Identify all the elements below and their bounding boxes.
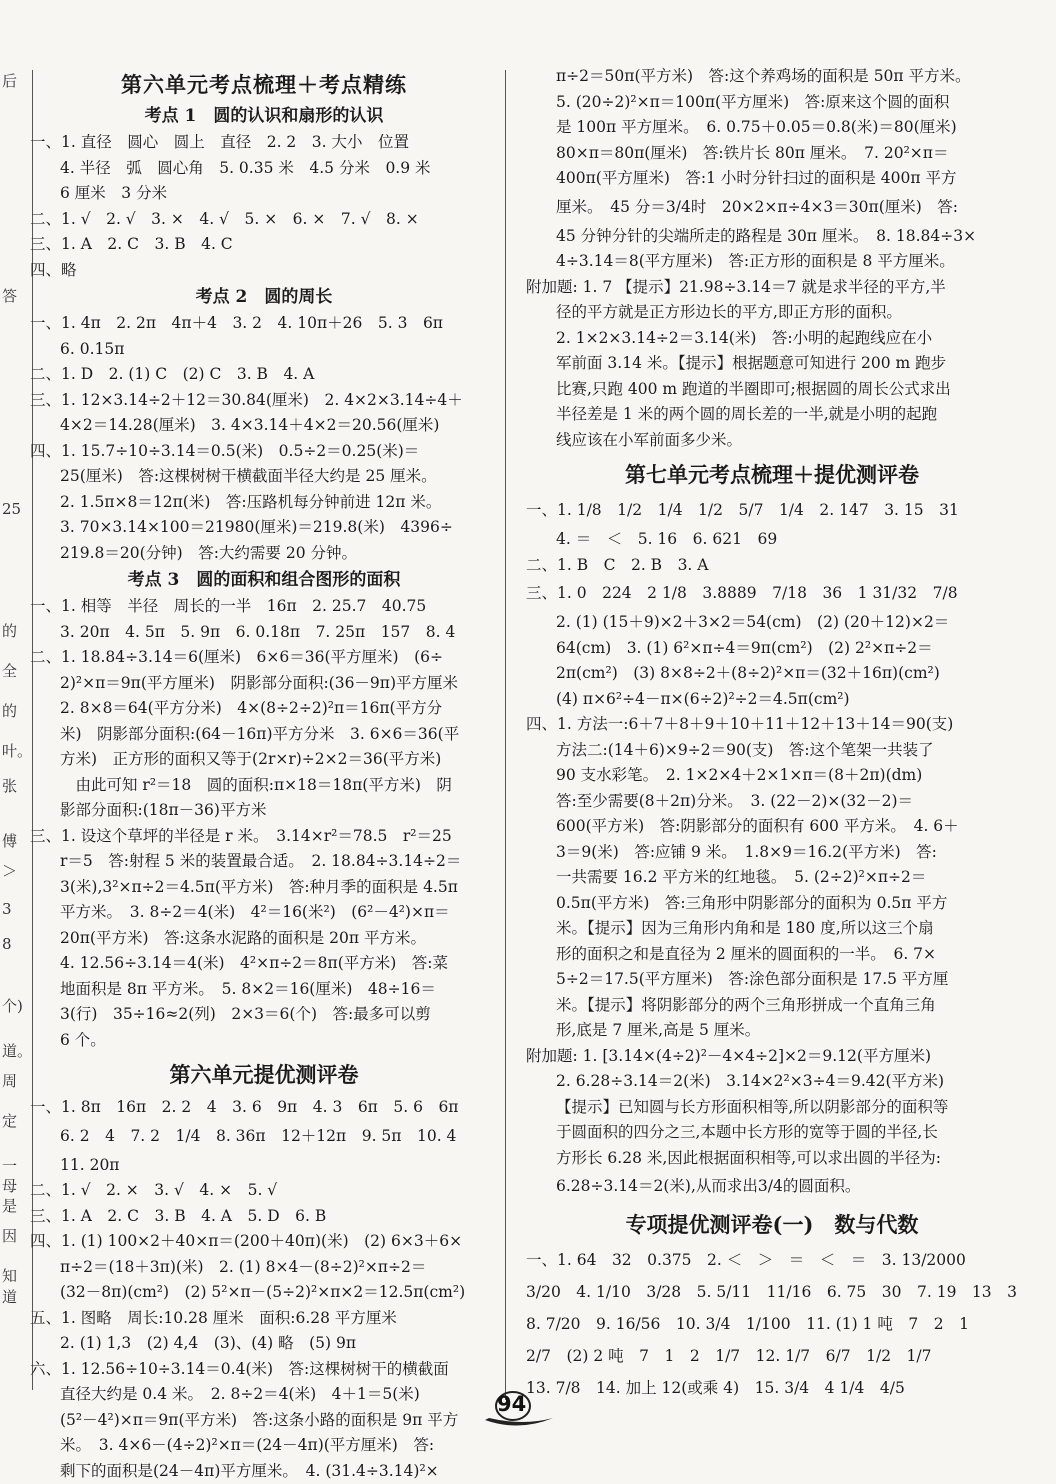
answer-line: 2. 6.28÷3.14＝2(米) 3.14×2²×3÷4＝9.42(平方米): [526, 1069, 1018, 1095]
answer-line: 90 支水彩笔。 2. 1×2×4＋2×1×π＝(8＋2π)(dm): [526, 763, 1018, 789]
left-answer-column: [30, 64, 498, 1484]
answer-line: 13. 7/8 14. 加上 12(或乘 4) 15. 3/4 4 1/4 4/5: [526, 1373, 1018, 1405]
answer-line: 5. (20÷2)²×π＝100π(平方厘米) 答:原来这个圆的面积: [526, 90, 1018, 116]
answer-line: 平方米。 3. 8÷2＝4(米) 4²＝16(米²) (6²－4²)×π＝: [30, 900, 498, 926]
answer-line: 六、1. 12.56÷10÷3.14＝0.4(米) 答:这棵树树干的横截面: [30, 1357, 498, 1383]
answer-line: 米。 3. 4×6－(4÷2)²×π＝(24－4π)(平方厘米) 答:: [30, 1433, 498, 1459]
answer-line: 三、1. A 2. C 3. B 4. A 5. D 6. B: [30, 1204, 498, 1230]
answer-line: 一、1. 64 32 0.375 2. ＜ ＞ ＝ ＜ ＝ 3. 13/2000: [526, 1245, 1018, 1277]
answer-line: 4. 12.56÷3.14＝4(米) 4²×π÷2＝8π(平方米) 答:菜: [30, 951, 498, 977]
answer-line: 80×π＝80π(厘米) 答:铁片长 80π 厘米。 7. 20²×π＝: [526, 141, 1018, 167]
answer-line: 4×2＝14.28(厘米) 3. 4×3.14＋4×2＝20.56(厘米): [30, 413, 498, 439]
answer-line: 于圆面积的四分之三,本题中长方形的宽等于圆的半径,长: [526, 1120, 1018, 1146]
answer-line: 二、1. √ 2. √ 3. × 4. √ 5. × 6. × 7. √ 8. ×: [30, 207, 498, 233]
answer-line: 附加题: 1. 7 【提示】21.98÷3.14＝7 就是求半径的平方,半: [526, 275, 1018, 301]
edge-fragment: 叶。: [2, 740, 32, 761]
edge-fragment: 8: [2, 935, 12, 953]
section-title: 专项提优测评卷(一) 数与代数: [526, 1209, 1018, 1241]
subsection-title: 考点 2 圆的周长: [30, 283, 498, 311]
answer-line: 由此可知 r²＝18 圆的面积:π×18＝18π(平方米) 阴: [30, 773, 498, 799]
page-number-badge: [483, 1388, 555, 1428]
edge-fragment: 道。: [2, 1040, 32, 1061]
answer-line: 一、1. 直径 圆心 圆上 直径 2. 2 3. 大小 位置: [30, 130, 498, 156]
subsection-title: 考点 1 圆的认识和扇形的认识: [30, 102, 498, 130]
answer-line: 4. 半径 弧 圆心角 5. 0.35 米 4.5 分米 0.9 米: [30, 156, 498, 182]
answer-line: 方形长 6.28 米,因此根据面积相等,可以求出圆的半径为:: [526, 1146, 1018, 1172]
answer-line: 四、1. 15.7÷10÷3.14＝0.5(米) 0.5÷2＝0.25(米)＝: [30, 439, 498, 465]
answer-line: 四、略: [30, 258, 498, 284]
answer-line: 方米) 正方形的面积又等于(2r×r)÷2×2＝36(平方米): [30, 747, 498, 773]
answer-line: 二、1. D 2. (1) C (2) C 3. B 4. A: [30, 362, 498, 388]
answer-line: 600(平方米) 答:阴影部分的面积有 600 平方米。 4. 6＋: [526, 814, 1018, 840]
answer-line: 4. ＝ ＜ 5. 16 6. 621 69: [526, 527, 1018, 553]
answer-line: 附加题: 1. [3.14×(4÷2)²－4×4÷2]×2＝9.12(平方厘米): [526, 1044, 1018, 1070]
edge-fragment: 因: [2, 1225, 17, 1246]
answer-line: 5÷2＝17.5(平方厘米) 答:涂色部分面积是 17.5 平方厘: [526, 967, 1018, 993]
answer-line: 6 厘米 3 分米: [30, 181, 498, 207]
answer-line: 6. 0.15π: [30, 337, 498, 363]
answer-line: r＝5 答:射程 5 米的装置最合适。 2. 18.84÷3.14÷2＝: [30, 849, 498, 875]
answer-line: 11. 20π: [30, 1153, 498, 1179]
page-number: 94: [497, 1392, 526, 1416]
answer-line: 四、1. (1) 100×2＋40×π＝(200＋40π)(米) (2) 6×3＋6×: [30, 1229, 498, 1255]
answer-line: 3/20 4. 1/10 3/28 5. 5/11 11/16 6. 75 30 7. 19 13 3: [526, 1277, 1018, 1309]
answer-line: 是 100π 平方厘米。 6. 0.75＋0.05＝0.8(米)＝80(厘米): [526, 115, 1018, 141]
answer-line: 一、1. 4π 2. 2π 4π＋4 3. 2 4. 10π＋26 5. 3 6π: [30, 311, 498, 337]
answer-line: 2)²×π＝9π(平方厘米) 阴影部分面积:(36－9π)平方厘米: [30, 671, 498, 697]
subsection-title: 考点 3 圆的面积和组合图形的面积: [30, 566, 498, 594]
edge-fragment: 后: [2, 70, 17, 91]
answer-line: 方法二:(14＋6)×9÷2＝90(支) 答:这个笔架一共装了: [526, 738, 1018, 764]
edge-fragment: 全: [2, 660, 17, 681]
answer-line: 4÷3.14＝8(平方厘米) 答:正方形的面积是 8 平方厘米。: [526, 249, 1018, 275]
answer-line: 三、1. A 2. C 3. B 4. C: [30, 232, 498, 258]
edge-fragment: 3: [2, 900, 12, 918]
edge-fragment: 个): [2, 995, 23, 1016]
answer-line: 2. (1) 1,3 (2) 4,4 (3)、(4) 略 (5) 9π: [30, 1331, 498, 1357]
answer-line: 径的平方就是正方形边长的平方,即正方形的面积。: [526, 300, 1018, 326]
section-title: 第七单元考点梳理＋提优测评卷: [526, 459, 1018, 491]
edge-fragment: 周: [2, 1070, 17, 1091]
answer-line: 2. 1.5π×8＝12π(米) 答:压路机每分钟前进 12π 米。: [30, 490, 498, 516]
edge-fragment: 的: [2, 700, 17, 721]
answer-line: 0.5π(平方米) 答:三角形中阴影部分的面积为 0.5π 平方: [526, 891, 1018, 917]
answer-line: 比赛,只跑 400 m 跑道的半圈即可;根据圆的周长公式求出: [526, 377, 1018, 403]
right-answer-column: [526, 64, 1018, 1405]
answer-line: 线应该在小军前面多少米。: [526, 428, 1018, 454]
answer-line: 三、1. 0 224 2 1/8 3.8889 7/18 36 1 31/32 7/8: [526, 578, 1018, 610]
answer-line: 米。【提示】将阴影部分的两个三角形拼成一个直角三角: [526, 993, 1018, 1019]
answer-line: 219.8＝20(分钟) 答:大约需要 20 分钟。: [30, 541, 498, 567]
edge-fragment: 是: [2, 1195, 17, 1216]
edge-fragment: 一: [2, 1155, 17, 1176]
answer-line: 25(厘米) 答:这棵树树干横截面半径大约是 25 厘米。: [30, 464, 498, 490]
answer-line: 厘米。 45 分＝3/4时 20×2×π÷4×3＝30π(厘米) 答:: [526, 192, 1018, 224]
answer-line: 三、1. 12×3.14÷2＋12＝30.84(厘米) 2. 4×2×3.14÷4＋: [30, 388, 498, 414]
answer-line: 地面积是 8π 平方米。 5. 8×2＝16(厘米) 48÷16＝: [30, 977, 498, 1003]
answer-line: 形,底是 7 厘米,高是 5 厘米。: [526, 1018, 1018, 1044]
section-title: 第六单元考点梳理＋考点精练: [30, 70, 498, 100]
binding-edge-fragments: [0, 60, 28, 1400]
answer-line: (5²－4²)×π＝9π(平方米) 答:这条小路的面积是 9π 平方: [30, 1408, 498, 1434]
answer-line: 2/7 (2) 2 吨 7 1 2 1/7 12. 1/7 6/7 1/2 1/7: [526, 1341, 1018, 1373]
edge-fragment: 答: [2, 285, 17, 306]
edge-fragment: 的: [2, 620, 17, 641]
answer-line: 答:至少需要(8＋2π)分米。 3. (22－2)×(32－2)＝: [526, 789, 1018, 815]
answer-line: 6. 2 4 7. 2 1/4 8. 36π 12＋12π 9. 5π 10. 4: [30, 1121, 498, 1153]
answer-line: 3(米),3²×π÷2＝4.5π(平方米) 答:种月季的面积是 4.5π: [30, 875, 498, 901]
edge-fragment: 傅: [2, 830, 17, 851]
answer-line: 军前面 3.14 米。【提示】根据题意可知进行 200 m 跑步: [526, 351, 1018, 377]
answer-line: 【提示】已知圆与长方形面积相等,所以阴影部分的面积等: [526, 1095, 1018, 1121]
answer-line: 2. 1×2×3.14÷2＝3.14(米) 答:小明的起跑线应在小: [526, 326, 1018, 352]
edge-fragment: 定: [2, 1110, 17, 1131]
answer-line: 三、1. 设这个草坪的半径是 r 米。 3.14×r²＝78.5 r²＝25: [30, 824, 498, 850]
edge-fragment: 知道: [2, 1265, 28, 1307]
answer-line: 形的面积之和是直径为 2 厘米的圆面积的一半。 6. 7×: [526, 942, 1018, 968]
answer-line: 2. (1) (15＋9)×2＋3×2＝54(cm) (2) (20＋12)×2＝: [526, 610, 1018, 636]
answer-line: 3＝9(米) 答:应铺 9 米。 1.8×9＝16.2(平方米) 答:: [526, 840, 1018, 866]
answer-line: 2π(cm²) (3) 8×8÷2＋(8÷2)²×π＝(32＋16π)(cm²): [526, 661, 1018, 687]
answer-line: 3(行) 35÷16≈2(列) 2×3＝6(个) 答:最多可以剪: [30, 1002, 498, 1028]
edge-fragment: 母: [2, 1175, 17, 1196]
answer-line: 2. 8×8＝64(平方分米) 4×(8÷2÷2)²π＝16π(平方分: [30, 696, 498, 722]
answer-line: 一、1. 8π 16π 2. 2 4 3. 6 9π 4. 3 6π 5. 6 6π: [30, 1095, 498, 1121]
answer-line: (32－8π)(cm²) (2) 5²×π－(5÷2)²×π×2＝12.5π(cm²): [30, 1280, 498, 1306]
edge-fragment: ＞: [2, 860, 17, 881]
answer-line: 二、1. √ 2. × 3. √ 4. × 5. √: [30, 1178, 498, 1204]
column-divider: [505, 70, 506, 1400]
answer-line: (4) π×6²÷4－π×(6÷2)²÷2＝4.5π(cm²): [526, 687, 1018, 713]
answer-line: 6.28÷3.14＝2(米),从而求出3/4的圆面积。: [526, 1171, 1018, 1203]
answer-line: 8. 7/20 9. 16/56 10. 3/4 1/100 11. (1) 1 吨 7 2 1: [526, 1309, 1018, 1341]
answer-line: 一、1. 相等 半径 周长的一半 16π 2. 25.7 40.75: [30, 594, 498, 620]
edge-fragment: 张: [2, 775, 17, 796]
answer-line: 五、1. 图略 周长:10.28 厘米 面积:6.28 平方厘米: [30, 1306, 498, 1332]
answer-line: 6 个。: [30, 1028, 498, 1054]
answer-line: 一、1. 1/8 1/2 1/4 1/2 5/7 1/4 2. 147 3. 15 31: [526, 495, 1018, 527]
answer-line: 400π(平方厘米) 答:1 小时分针扫过的面积是 400π 平方: [526, 166, 1018, 192]
answer-line: 3. 20π 4. 5π 5. 9π 6. 0.18π 7. 25π 157 8. 4: [30, 620, 498, 646]
answer-line: 二、1. B C 2. B 3. A: [526, 553, 1018, 579]
answer-line: 45 分钟分针的尖端所走的路程是 30π 厘米。 8. 18.84÷3×: [526, 224, 1018, 250]
answer-line: 64(cm) 3. (1) 6²×π÷4＝9π(cm²) (2) 2²×π÷2＝: [526, 636, 1018, 662]
answer-line: π÷2＝(18＋3π)(米) 2. (1) 8×4－(8÷2)²×π÷2＝: [30, 1255, 498, 1281]
edge-fragment: 25: [2, 500, 21, 518]
answer-line: 四、1. 方法一:6＋7＋8＋9＋10＋11＋12＋13＋14＝90(支): [526, 712, 1018, 738]
answer-line: 米) 阴影部分面积:(64－16π)平方分米 3. 6×6＝36(平: [30, 722, 498, 748]
answer-line: 3. 70×3.14×100＝21980(厘米)＝219.8(米) 4396÷: [30, 515, 498, 541]
answer-line: 二、1. 18.84÷3.14＝6(厘米) 6×6＝36(平方厘米) (6÷: [30, 645, 498, 671]
answer-line: 直径大约是 0.4 米。 2. 8÷2＝4(米) 4＋1＝5(米): [30, 1382, 498, 1408]
section-title: 第六单元提优测评卷: [30, 1059, 498, 1091]
answer-line: π÷2＝50π(平方米) 答:这个养鸡场的面积是 50π 平方米。: [526, 64, 1018, 90]
answer-line: 一共需要 16.2 平方米的红地毯。 5. (2÷2)²×π÷2＝: [526, 865, 1018, 891]
answer-line: 半径差是 1 米的两个圆的周长差的一半,就是小明的起跑: [526, 402, 1018, 428]
answer-line: 影部分面积:(18π－36)平方米: [30, 798, 498, 824]
answer-line: 米。【提示】因为三角形内角和是 180 度,所以这三个扇: [526, 916, 1018, 942]
answer-line: 20π(平方米) 答:这条水泥路的面积是 20π 平方米。: [30, 926, 498, 952]
answer-line: 剩下的面积是(24－4π)平方厘米。 4. (31.4÷3.14)²×: [30, 1459, 498, 1484]
